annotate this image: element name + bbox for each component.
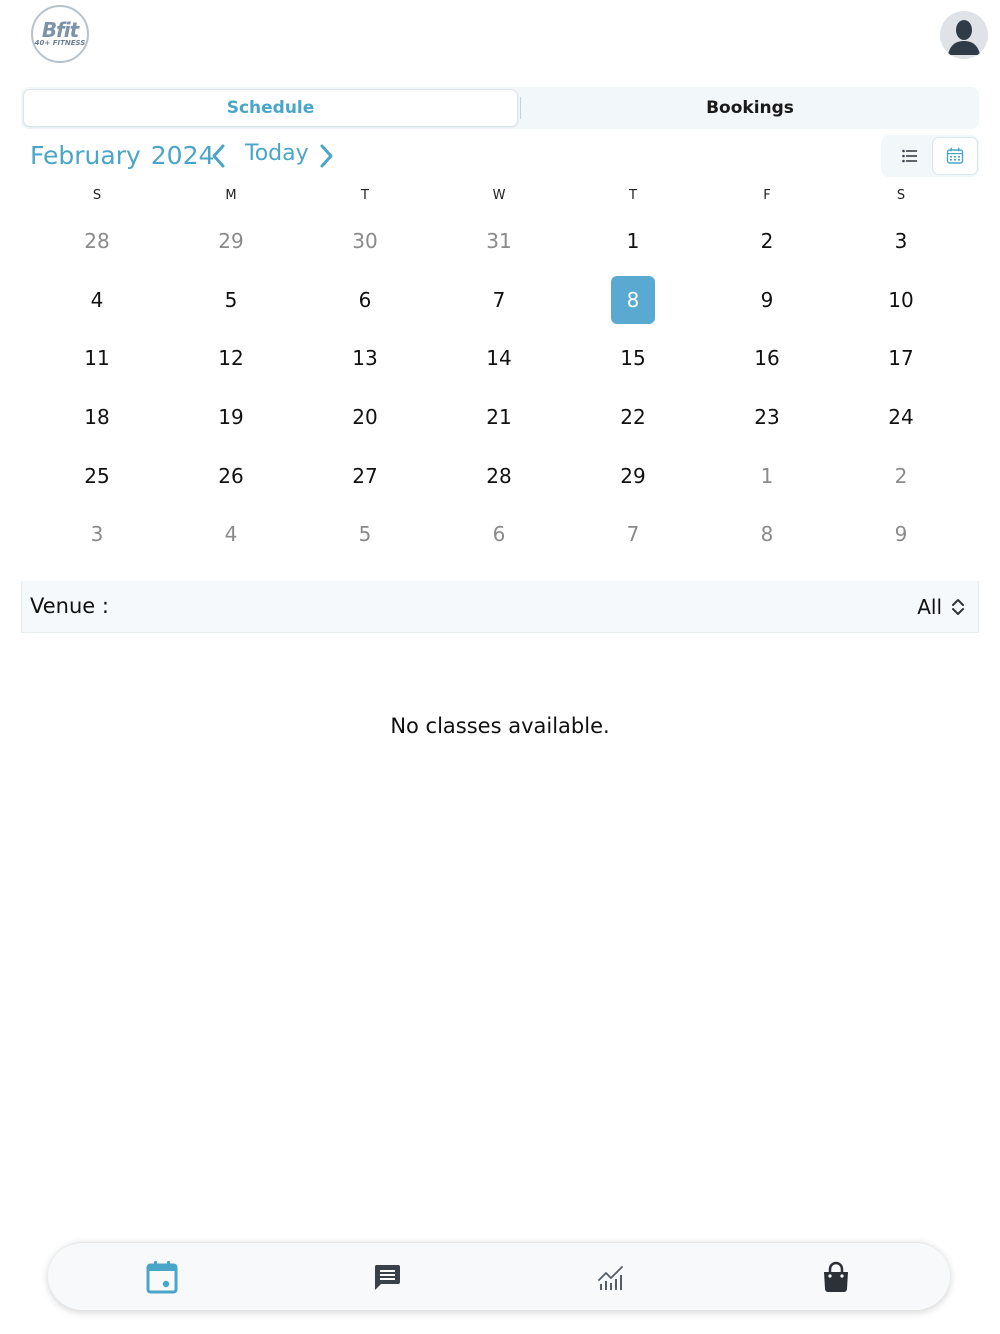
bottom-navigation <box>48 1242 950 1310</box>
weekday-label: S <box>896 188 906 203</box>
shopping-bag-icon[interactable] <box>818 1259 854 1295</box>
weekday-label: T <box>361 188 369 203</box>
day-number[interactable]: 10 <box>888 287 914 312</box>
calendar-day-cell[interactable] <box>298 329 432 388</box>
calendar-week-row <box>30 505 970 564</box>
calendar-day-cell[interactable] <box>298 505 432 564</box>
day-number[interactable]: 29 <box>218 229 244 254</box>
selected-day[interactable]: 8 <box>611 276 655 324</box>
day-number[interactable]: 4 <box>90 287 104 312</box>
tab-bookings[interactable]: Bookings <box>706 98 794 118</box>
calendar-day-cell[interactable] <box>700 271 834 330</box>
calendar-day-cell[interactable] <box>432 505 566 564</box>
calendar-day-cell[interactable] <box>432 329 566 388</box>
today-button[interactable]: Today <box>245 141 309 166</box>
calendar-day-cell[interactable] <box>432 388 566 447</box>
calendar-day-cell[interactable] <box>700 329 834 388</box>
calendar-day-cell[interactable] <box>30 446 164 505</box>
day-number[interactable]: 2 <box>894 463 908 488</box>
calendar-days <box>30 212 970 564</box>
day-number[interactable]: 27 <box>352 463 378 488</box>
chat-icon[interactable] <box>369 1259 405 1295</box>
calendar-day-cell[interactable] <box>298 212 432 271</box>
day-number[interactable]: 17 <box>888 346 914 371</box>
day-number[interactable]: 5 <box>224 287 238 312</box>
calendar-day-cell[interactable] <box>566 505 700 564</box>
calendar-day-cell[interactable] <box>30 505 164 564</box>
day-number[interactable]: 15 <box>620 346 646 371</box>
calendar-day-cell[interactable] <box>30 212 164 271</box>
calendar-day-cell[interactable] <box>566 212 700 271</box>
calendar-day-cell[interactable] <box>432 271 566 330</box>
day-number[interactable]: 16 <box>754 346 780 371</box>
calendar-day-cell[interactable] <box>298 446 432 505</box>
day-number[interactable]: 23 <box>754 405 780 430</box>
month-title[interactable] <box>30 141 224 170</box>
calendar-day-cell[interactable] <box>700 505 834 564</box>
calendar-week-row <box>30 388 970 447</box>
weekday-label: T <box>629 188 637 203</box>
calendar-day-cell[interactable] <box>298 388 432 447</box>
logo-text: Bfit <box>41 18 79 42</box>
day-number[interactable]: 1 <box>760 463 774 488</box>
logo-subtext: 40+ FITNESS <box>34 39 86 47</box>
calendar-week-row <box>30 212 970 271</box>
empty-state-message: No classes available. <box>390 714 610 738</box>
month-calendar <box>30 180 970 564</box>
calendar-day-cell[interactable] <box>700 388 834 447</box>
calendar-day-cell[interactable] <box>432 446 566 505</box>
next-month-icon[interactable] <box>314 142 338 170</box>
calendar-day-cell[interactable] <box>566 329 700 388</box>
day-number[interactable]: 26 <box>218 463 244 488</box>
calendar-day-cell[interactable] <box>164 271 298 330</box>
day-number[interactable]: 3 <box>894 229 908 254</box>
day-number[interactable]: 7 <box>626 522 640 547</box>
day-number[interactable]: 6 <box>358 287 372 312</box>
calendar-day-cell[interactable] <box>164 329 298 388</box>
day-number[interactable]: 24 <box>888 405 914 430</box>
calendar-day-cell[interactable] <box>566 446 700 505</box>
day-number[interactable]: 19 <box>218 405 244 430</box>
calendar-day-cell[interactable] <box>164 505 298 564</box>
calendar-day-cell[interactable] <box>30 388 164 447</box>
day-number[interactable]: 31 <box>486 229 512 254</box>
weekday-label: S <box>92 188 102 203</box>
calendar-day-cell[interactable] <box>834 271 968 330</box>
calendar-day-cell[interactable] <box>834 505 968 564</box>
calendar-day-cell[interactable] <box>30 271 164 330</box>
user-avatar-icon[interactable] <box>940 11 988 59</box>
venue-select-value[interactable]: All <box>917 595 942 619</box>
calendar-day-cell[interactable] <box>834 329 968 388</box>
day-number[interactable]: 5 <box>358 522 372 547</box>
calendar-week-row <box>30 446 970 505</box>
day-number[interactable]: 2 <box>760 229 774 254</box>
day-number[interactable]: 11 <box>84 346 110 371</box>
tab-schedule[interactable]: Schedule <box>23 89 518 127</box>
day-number[interactable]: 18 <box>84 405 110 430</box>
day-number[interactable]: 28 <box>486 463 512 488</box>
weekday-label: F <box>763 188 771 203</box>
calendar-day-cell[interactable] <box>700 446 834 505</box>
day-number[interactable]: 14 <box>486 346 512 371</box>
app-logo <box>31 5 89 63</box>
calendar-day-cell[interactable] <box>834 388 968 447</box>
day-number[interactable]: 28 <box>84 229 110 254</box>
day-number[interactable]: 12 <box>218 346 244 371</box>
list-view-icon[interactable] <box>889 140 931 172</box>
day-number[interactable]: 1 <box>626 229 640 254</box>
day-number[interactable]: 30 <box>352 229 378 254</box>
previous-month-icon[interactable] <box>207 142 231 170</box>
day-number[interactable]: 4 <box>224 522 238 547</box>
calendar-day-cell[interactable] <box>432 212 566 271</box>
day-number[interactable]: 25 <box>84 463 110 488</box>
weekday-label: W <box>492 188 506 203</box>
year: 2024 <box>150 141 215 170</box>
calendar-day-cell[interactable] <box>164 388 298 447</box>
day-number[interactable]: 20 <box>352 405 378 430</box>
calendar-day-cell[interactable] <box>700 212 834 271</box>
stats-chart-icon[interactable] <box>593 1259 629 1295</box>
calendar-icon[interactable] <box>144 1259 180 1295</box>
calendar-week-row <box>30 271 970 330</box>
day-number[interactable]: 29 <box>620 463 646 488</box>
calendar-day-cell[interactable] <box>298 271 432 330</box>
weekday-header <box>30 180 970 212</box>
calendar-day-cell[interactable] <box>164 212 298 271</box>
venue-label: Venue : <box>30 594 109 618</box>
day-number[interactable]: 21 <box>486 405 512 430</box>
venue-filter[interactable] <box>21 581 979 633</box>
chevron-up-down-icon[interactable] <box>950 597 966 617</box>
day-number[interactable]: 7 <box>492 287 506 312</box>
month-name: February <box>30 141 141 170</box>
day-number[interactable]: 22 <box>620 405 646 430</box>
day-number[interactable]: 9 <box>894 522 908 547</box>
day-number[interactable]: 8 <box>760 522 774 547</box>
day-number[interactable]: 3 <box>90 522 104 547</box>
day-number[interactable]: 6 <box>492 522 506 547</box>
calendar-day-cell[interactable] <box>834 446 968 505</box>
view-mode-toggle <box>881 135 979 177</box>
calendar-day-cell[interactable] <box>164 446 298 505</box>
calendar-view-icon[interactable] <box>932 137 978 175</box>
day-number[interactable]: 9 <box>760 287 774 312</box>
day-number[interactable]: 13 <box>352 346 378 371</box>
calendar-day-cell[interactable] <box>834 212 968 271</box>
calendar-day-cell[interactable] <box>566 388 700 447</box>
weekday-label: M <box>225 188 237 203</box>
calendar-day-cell[interactable] <box>566 271 700 330</box>
calendar-week-row <box>30 329 970 388</box>
calendar-day-cell[interactable] <box>30 329 164 388</box>
schedule-bookings-tabs <box>21 87 979 129</box>
